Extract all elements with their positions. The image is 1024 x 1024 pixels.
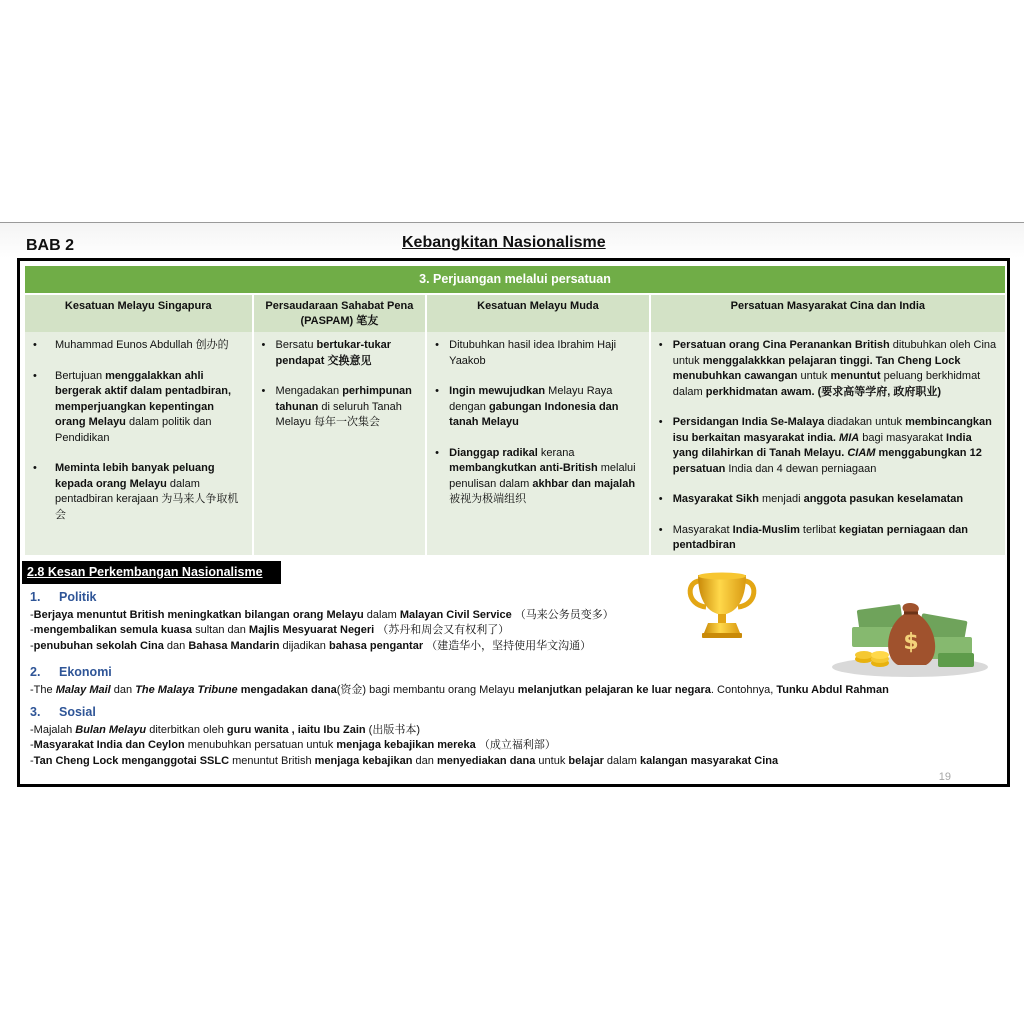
text-run: menjadi: [758, 493, 804, 505]
text-run: Ditubuhkan hasil idea Ibrahim Haji Yaakob: [449, 339, 617, 367]
text-run: Malay Mail: [55, 683, 111, 696]
subsection-number: 3.: [30, 705, 41, 719]
money-bag-icon: [828, 593, 988, 679]
text-run: Bahasa Mandarin: [188, 639, 280, 652]
subsection-line: [30, 608, 614, 624]
bullet-icon: •: [261, 339, 266, 351]
subsection-line: [30, 639, 614, 655]
text-run: anggota pasukan keselamatan: [803, 493, 964, 505]
text-run: untuk: [797, 370, 831, 382]
text-run: The Malaya Tribune: [135, 683, 238, 696]
page-number: 19: [938, 771, 951, 783]
text-run: menyediakan dana: [436, 754, 536, 767]
text-run: mengembalikan semula kuasa: [33, 624, 193, 636]
subsection-line: [30, 723, 778, 739]
bullet-icon: •: [658, 416, 663, 428]
section3-title: 3. Perjuangan melalui persatuan: [25, 266, 1005, 293]
text-run: -: [30, 754, 34, 767]
text-run: -: [30, 624, 34, 636]
text-run: India-Muslim: [732, 523, 800, 536]
text-run: Masyarakat India dan Ceylon: [33, 739, 185, 751]
text-run: di seluruh Tanah Melayu 每年一次集会: [275, 400, 402, 428]
text-run: perhimpunan tahunan: [275, 385, 412, 413]
list-item: [659, 415, 997, 477]
subsection-line: [30, 738, 778, 754]
list-item: [33, 461, 244, 523]
text-run: Tunku Abdul Rahman: [776, 683, 889, 696]
text-run: dan: [110, 683, 136, 696]
subsection-number: 2.: [30, 665, 41, 679]
text-run: Ingin mewujudkan: [449, 385, 546, 397]
text-run: (资金) bagi membantu orang Melayu: [336, 683, 518, 696]
subsection-politik: [30, 590, 614, 654]
text-run: Majlis Mesyuarat Negeri: [248, 624, 375, 636]
text-run: Bersatu: [275, 339, 317, 351]
text-run: membangkutkan anti-British: [449, 462, 598, 474]
text-run: bagi masyarakat: [859, 431, 947, 444]
subsection-line: [30, 754, 778, 770]
list-item-text: [55, 369, 244, 447]
list-item-text: [673, 415, 997, 477]
subsection-heading: [30, 705, 778, 721]
text-run: menggalakkkan pelajaran tinggi. Tan Cheng Lock menubuhkan cawangan: [672, 354, 961, 382]
column-heading: Kesatuan Melayu Muda: [427, 295, 649, 332]
subsection-sosial: [30, 705, 778, 769]
text-run: menjaga kebajikan: [314, 754, 413, 767]
text-run: guru wanita , iaitu Ibu Zain: [226, 723, 366, 736]
text-run: menggabungkan 12 persatuan: [672, 447, 982, 475]
subsection-number: 1.: [30, 590, 41, 604]
text-run: Persatuan orang Cina Peranankan British: [672, 339, 890, 351]
text-run: dijadikan: [279, 639, 329, 652]
column-heading: Persaudaraan Sahabat Pena (PASPAM) 笔友: [254, 295, 426, 332]
text-run: Berjaya menuntut British meningkatkan bilangan orang Melayu: [33, 608, 364, 621]
list-item-text: [449, 338, 641, 369]
text-run: Meminta lebih banyak peluang kepada orang Melayu: [55, 462, 215, 490]
bullet-icon: •: [658, 493, 663, 505]
list-item-text: [673, 523, 997, 554]
text-run: kegiatan perniagaan dan pentadbiran: [672, 523, 968, 551]
text-run: 被视为极端组织: [449, 493, 527, 505]
bullet-icon: •: [435, 385, 440, 397]
text-run: Bertujuan: [55, 369, 106, 382]
list-item-text: [55, 338, 229, 354]
text-run: untuk: [535, 754, 569, 767]
text-run: Bulan Melayu: [75, 723, 147, 736]
list-item-text: [673, 492, 963, 508]
text-run: bahasa pengantar: [328, 639, 424, 652]
svg-text:$: $: [903, 630, 919, 655]
column-kms: [25, 295, 252, 555]
text-run: gabungan Indonesia dan tanah Melayu: [449, 400, 619, 428]
list-item-text: [276, 338, 418, 369]
trophy-icon: [684, 571, 760, 641]
text-run: -: [30, 608, 34, 621]
subsection-line: [30, 683, 889, 699]
subsection-line: [30, 623, 614, 639]
text-run: India yang dilahirkan di Tanah Melayu.: [672, 431, 972, 459]
subsection-heading: [30, 590, 614, 606]
text-run: . Contohnya,: [710, 683, 777, 696]
text-run: Masyarakat: [672, 523, 733, 536]
text-run: kalangan masyarakat Cina: [639, 754, 779, 767]
text-run: Melayu Raya dengan: [449, 385, 613, 413]
column-kmm: [427, 295, 649, 555]
subsection-title: Sosial: [59, 705, 96, 719]
text-run: Dianggap radikal: [449, 446, 538, 459]
text-run: penubuhan sekolah Cina: [33, 639, 164, 652]
text-run: （建造华小，坚持使用华文沟通）: [423, 639, 592, 652]
subsection-ekonomi: [30, 665, 889, 698]
list-item-text: [449, 446, 641, 508]
text-run: （马来公务员变多）: [511, 608, 614, 621]
bullet-icon: •: [435, 446, 440, 459]
list-item-text: [449, 384, 641, 431]
column-body: [651, 332, 1005, 554]
list-item-text: [673, 338, 997, 400]
section28-title: 2.8 Kesan Perkembangan Nasionalisme: [22, 561, 281, 584]
text-run: MIA: [839, 431, 860, 444]
list-item: [435, 338, 641, 369]
subsection-heading: [30, 665, 889, 681]
bullet-icon: •: [658, 339, 663, 351]
text-run: Mengadakan: [275, 385, 343, 397]
list-item: [262, 338, 418, 369]
text-run: （苏丹和周会又有权利了）: [374, 624, 510, 636]
list-item: [659, 523, 997, 554]
text-run: dan: [412, 754, 437, 767]
text-run: membincangkan isu berkaitan masyarakat india.: [672, 416, 992, 444]
text-run: melalui penulisan dalam: [449, 462, 636, 490]
text-run: -: [30, 739, 34, 751]
text-run: dalam: [603, 754, 640, 767]
column-paspam: [254, 295, 426, 555]
text-run: terlibat: [799, 523, 840, 536]
column-heading: Kesatuan Melayu Singapura: [25, 295, 252, 332]
text-run: （成立福利部）: [475, 739, 556, 751]
text-run: dalam politik dan Pendidikan: [55, 416, 212, 444]
text-run: India dan 4 dewan perniagaan: [725, 462, 877, 475]
bullet-icon: •: [658, 523, 663, 536]
bullet-icon: •: [33, 339, 37, 351]
text-run: peluang berkhidmat dalam: [672, 370, 981, 398]
text-run: mengadakan dana: [240, 683, 337, 696]
bullet-icon: •: [435, 339, 440, 351]
text-run: dan: [163, 639, 189, 652]
organization-table: [25, 295, 1005, 555]
chapter-label: BAB 2: [26, 237, 75, 254]
text-run: menubuhkan persatuan untuk: [184, 739, 337, 751]
text-run: diterbitkan oleh: [146, 723, 227, 736]
text-run: bertukar-tukar pendapat 交换意见: [275, 339, 392, 367]
text-run: melanjutkan pelajaran ke luar negara: [517, 683, 711, 696]
page-title: Kebangkitan Nasionalisme: [402, 234, 606, 251]
text-run: -The: [30, 683, 56, 696]
text-run: dalam: [363, 608, 400, 621]
list-item: [33, 338, 244, 354]
text-run: diadakan untuk: [824, 416, 906, 428]
list-item: [435, 384, 641, 431]
list-item: [33, 369, 244, 447]
text-run: menggalakkan ahli bergerak aktif dalam pentadbiran, memperjuangkan kepentingan orang Melayu: [55, 369, 232, 428]
text-run: Muhammad Eunos Abdullah 创办的: [55, 339, 229, 351]
text-run: menuntut: [830, 370, 881, 382]
bullet-icon: •: [261, 385, 266, 397]
text-run: (出版书本): [365, 723, 420, 736]
text-run: menjaga kebajikan mereka: [336, 739, 476, 751]
column-body: [25, 332, 252, 523]
column-cina-india: [651, 295, 1005, 555]
column-body: [427, 332, 649, 508]
column-body: [254, 332, 426, 431]
list-item: [659, 492, 997, 508]
text-run: sultan dan: [192, 624, 249, 636]
subsection-title: Ekonomi: [59, 665, 112, 679]
subsection-title: Politik: [59, 590, 97, 604]
list-item: [659, 338, 997, 400]
text-run: Persidangan India Se-Malaya: [672, 416, 825, 428]
text-run: Tan Cheng Lock menganggotai SSLC: [33, 754, 230, 767]
column-heading: Persatuan Masyarakat Cina dan India: [651, 295, 1005, 332]
bullet-icon: •: [33, 369, 37, 382]
text-run: kerana: [537, 446, 575, 459]
text-run: Malayan Civil Service: [399, 608, 512, 621]
text-run: perkhidmatan awam. (要求高等学府, 政府职业): [705, 385, 942, 398]
text-run: akhbar dan majalah: [532, 477, 636, 490]
text-run: CIAM: [847, 447, 876, 459]
text-run: -Majalah: [30, 723, 76, 736]
text-run: ditubuhkan oleh Cina untuk: [672, 339, 997, 367]
text-run: belajar: [568, 754, 604, 767]
list-item: [435, 446, 641, 508]
text-run: menuntut British: [229, 754, 315, 767]
text-run: dalam pentadbiran kerajaan 为马来人争取机会: [55, 477, 239, 521]
bullet-icon: •: [33, 462, 37, 474]
content-frame: [17, 258, 1010, 787]
text-run: Masyarakat Sikh: [672, 493, 759, 505]
text-run: -: [30, 639, 34, 652]
list-item: [262, 384, 418, 431]
list-item-text: [276, 384, 418, 431]
list-item-text: [55, 461, 244, 523]
